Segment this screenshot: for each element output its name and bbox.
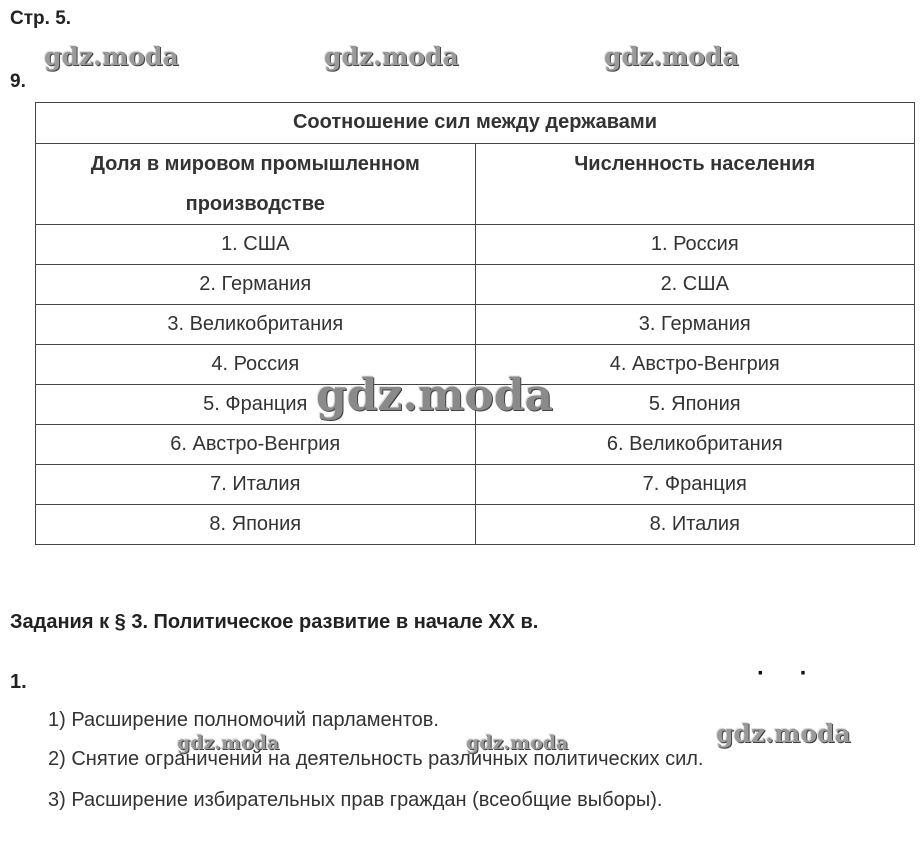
- watermark: gdz.moda: [316, 370, 554, 421]
- page-label: Стр. 5.: [10, 8, 72, 29]
- powers-table: [35, 102, 915, 545]
- question-number: 1.: [10, 671, 27, 693]
- table-row: [36, 425, 915, 465]
- answer-item: 3) Расширение избирательных прав граждан (всеобщие выборы).: [48, 789, 663, 811]
- table-cell: 8. Япония: [36, 505, 476, 545]
- table-cell: 8. Италия: [475, 505, 915, 545]
- table-row: [36, 465, 915, 505]
- table-cell: 4. Австро-Венгрия: [475, 345, 915, 385]
- table-cell: 3. Германия: [475, 305, 915, 345]
- table-cell: 7. Италия: [36, 465, 476, 505]
- section-title: Задания к § 3. Политическое развитие в начале XX в.: [10, 611, 539, 633]
- watermark: gdz.moda: [324, 42, 459, 71]
- table-row: [36, 505, 915, 545]
- decorative-dots: · ·: [757, 660, 822, 687]
- watermark: gdz.moda: [177, 732, 280, 754]
- table-cell: 1. США: [36, 225, 476, 265]
- answer-item: 1) Расширение полномочий парламентов.: [48, 709, 439, 731]
- table-header-row: [36, 144, 915, 225]
- header-population: Численность населения: [475, 144, 915, 225]
- header-industry-share: Доля в мировом промышленном производстве: [36, 144, 476, 225]
- watermark: gdz.moda: [604, 42, 739, 71]
- table-row: [36, 265, 915, 305]
- table-cell: 6. Великобритания: [475, 425, 915, 465]
- table-title-row: [36, 103, 915, 144]
- table-cell: 3. Великобритания: [36, 305, 476, 345]
- answer-item: 2) Снятие ограничений на деятельность различных политических сил.: [48, 748, 704, 770]
- table-row: [36, 225, 915, 265]
- table-cell: 7. Франция: [475, 465, 915, 505]
- table-cell: 1. Россия: [475, 225, 915, 265]
- watermark: gdz.moda: [716, 719, 851, 748]
- task-number: 9.: [10, 71, 26, 92]
- table-cell: 5. Япония: [475, 385, 915, 425]
- table-cell: 2. США: [475, 265, 915, 305]
- table-cell: 6. Австро-Венгрия: [36, 425, 476, 465]
- table-cell: 2. Германия: [36, 265, 476, 305]
- table-row: [36, 305, 915, 345]
- table-cell: 5. Франция: [36, 385, 476, 425]
- table-title: Соотношение сил между державами: [36, 103, 915, 144]
- table-cell: 4. Россия: [36, 345, 476, 385]
- watermark: gdz.moda: [466, 732, 569, 754]
- watermark: gdz.moda: [44, 42, 179, 71]
